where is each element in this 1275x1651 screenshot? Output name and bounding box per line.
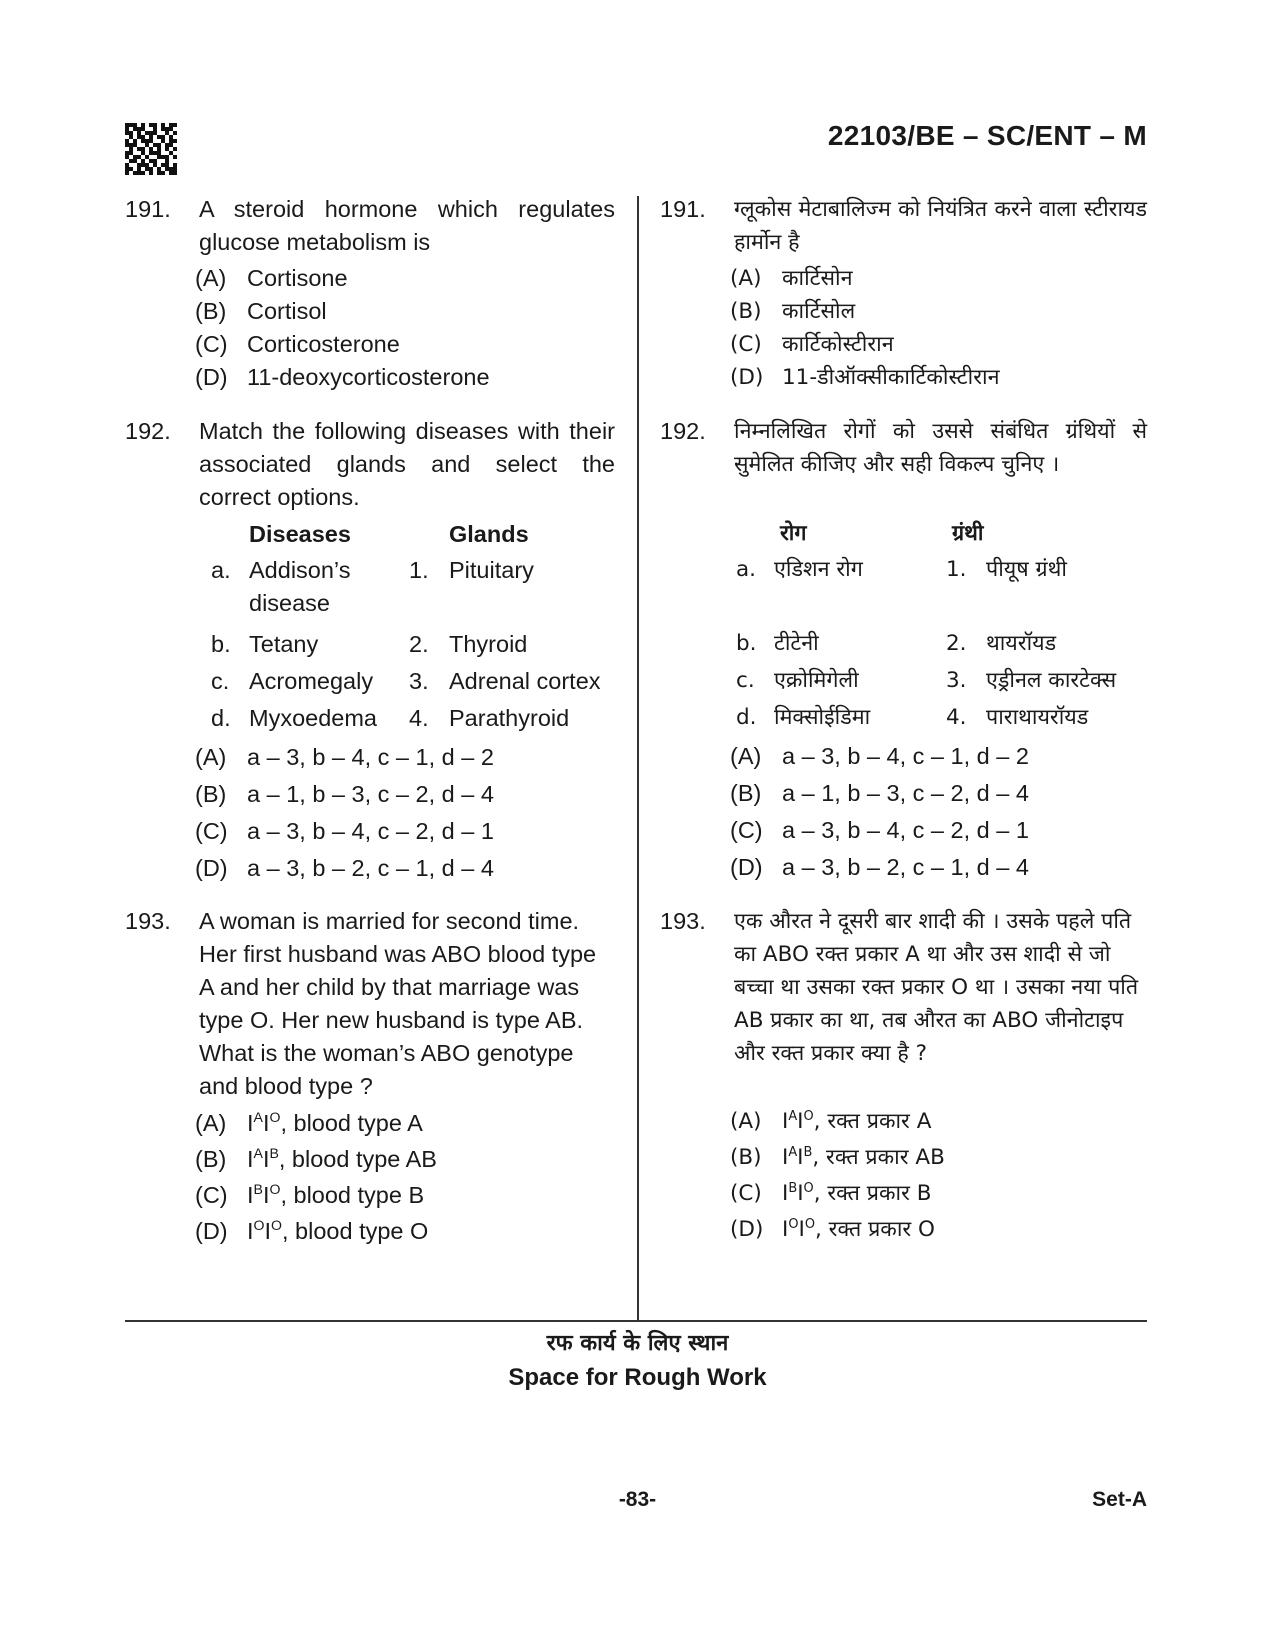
diseases-header: रोग <box>780 521 807 546</box>
option-b: (B) कार्टिसोल <box>730 299 856 324</box>
match-row: d. मिक्सोईडिमा 4. पाराथायरॉयड <box>736 705 1089 730</box>
match-row: b. Tetany 2. Thyroid <box>211 631 528 657</box>
question-193 <box>125 905 615 1249</box>
option-c: (C) कार्टिकोस्टीरान <box>730 332 894 357</box>
question-number: 193. <box>125 908 171 934</box>
paper-code: 22103/BE – SC/ENT – M <box>827 120 1147 151</box>
option-d: (D) a – 3, b – 2, c – 1, d – 4 <box>730 854 1029 880</box>
option-c: (C) a – 3, b – 4, c – 2, d – 1 <box>730 817 1029 843</box>
diseases-header: Diseases <box>249 521 351 547</box>
question-192-hindi <box>660 415 1147 886</box>
question-stem: निम्नलिखित रोगों को उससे संबंधित ग्रंथियों से सुमेलित कीजिए और सही विकल्प चुनिए । <box>734 419 1147 477</box>
question-number: 191. <box>660 196 706 222</box>
option-a: (A) Cortisone <box>195 265 348 291</box>
question-191-hindi <box>660 193 1147 394</box>
option-c: (C) $I^BI^O$, blood type B <box>195 1181 425 1208</box>
option-b: (B) a – 1, b – 3, c – 2, d – 4 <box>195 781 494 807</box>
option-d: (D) a – 3, b – 2, c – 1, d – 4 <box>195 855 494 881</box>
question-number: 192. <box>660 418 706 444</box>
option-b: (B) a – 1, b – 3, c – 2, d – 4 <box>730 780 1029 806</box>
question-stem: A steroid hormone which regulates glucose metabolism is <box>199 196 615 255</box>
option-b: (B) Cortisol <box>195 298 327 324</box>
question-stem: एक औरत ने दूसरी बार शादी की । उसके पहले पति का ABO रक्त प्रकार A था और उस शादी से जो बच्चा था उसका रक्त प्रकार O था । उसका नया पति AB प्रकार का था, तब औरत का ABO जीनोटाइप और रक्त प्रकार क्या है ? <box>734 909 1139 1066</box>
question-191 <box>125 193 615 394</box>
option-a: (A) a – 3, b – 4, c – 1, d – 2 <box>730 743 1029 769</box>
question-stem: ग्लूकोस मेटाबालिज्म को नियंत्रित करने वाला स्टीरायड हार्मोन है <box>734 197 1147 255</box>
question-stem: Match the following diseases with their associated glands and select the correct options. <box>199 418 615 510</box>
option-a: (A) a – 3, b – 4, c – 1, d – 2 <box>195 744 494 770</box>
option-c: (C) Corticosterone <box>195 331 400 357</box>
page-number: -83- <box>618 1488 657 1511</box>
glands-header: Glands <box>449 521 529 547</box>
rough-work-heading: Space for Rough Work <box>508 1364 767 1391</box>
option-c: (C) a – 3, b – 4, c – 2, d – 1 <box>195 818 494 844</box>
question-number: 191. <box>125 196 171 222</box>
column-divider <box>637 196 639 1321</box>
option-a: (A) $I^AI^O$, रक्त प्रकार A <box>730 1108 932 1134</box>
question-193-hindi <box>660 905 1147 1248</box>
question-number: 192. <box>125 418 171 444</box>
rough-work-heading-hindi: रफ कार्य के लिए स्थान <box>546 1331 729 1356</box>
glands-header: ग्रंथी <box>952 521 984 546</box>
match-row: a. एडिशन रोग 1. पीयूष ग्रंथी <box>736 557 1067 582</box>
option-a: (A) कार्टिसोन <box>730 266 853 291</box>
option-a: (A) $I^AI^O$, blood type A <box>195 1109 423 1136</box>
footer-divider <box>125 1320 1147 1322</box>
question-192 <box>125 415 615 887</box>
qr-code-icon <box>125 123 177 175</box>
option-c: (C) $I^BI^O$, रक्त प्रकार B <box>730 1180 932 1206</box>
match-table <box>125 518 615 739</box>
match-row: c. Acromegaly 3. Adrenal cortex <box>211 668 601 694</box>
option-d: (D) 11-डीऑक्सीकार्टिकोस्टीरान <box>730 365 1000 390</box>
option-d: (D) $I^OI^O$, रक्त प्रकार O <box>730 1216 935 1242</box>
match-row: a. Addison’s disease 1. Pituitary <box>211 557 534 616</box>
match-row: c. एक्रोमिगेली 3. एड्रीनल कारटेक्स <box>736 668 1117 693</box>
match-row: d. Myxoedema 4. Parathyroid <box>211 705 570 731</box>
option-b: (B) $I^AI^B$, रक्त प्रकार AB <box>730 1144 945 1170</box>
match-row: b. टीटेनी 2. थायरॉयड <box>736 631 1057 656</box>
option-d: (D) $I^OI^O$, blood type O <box>195 1217 429 1244</box>
set-label: Set-A <box>1092 1488 1147 1511</box>
question-number: 193. <box>660 908 706 934</box>
option-b: (B) $I^AI^B$, blood type AB <box>195 1145 437 1172</box>
match-table <box>660 517 1147 738</box>
option-d: (D) 11-deoxycorticosterone <box>195 364 490 390</box>
question-stem: A woman is married for second time. Her first husband was ABO blood type A and her child by that marriage was type O. Her new husband is type AB. What is the woman’s ABO genotype and blood type ? <box>199 908 597 1099</box>
